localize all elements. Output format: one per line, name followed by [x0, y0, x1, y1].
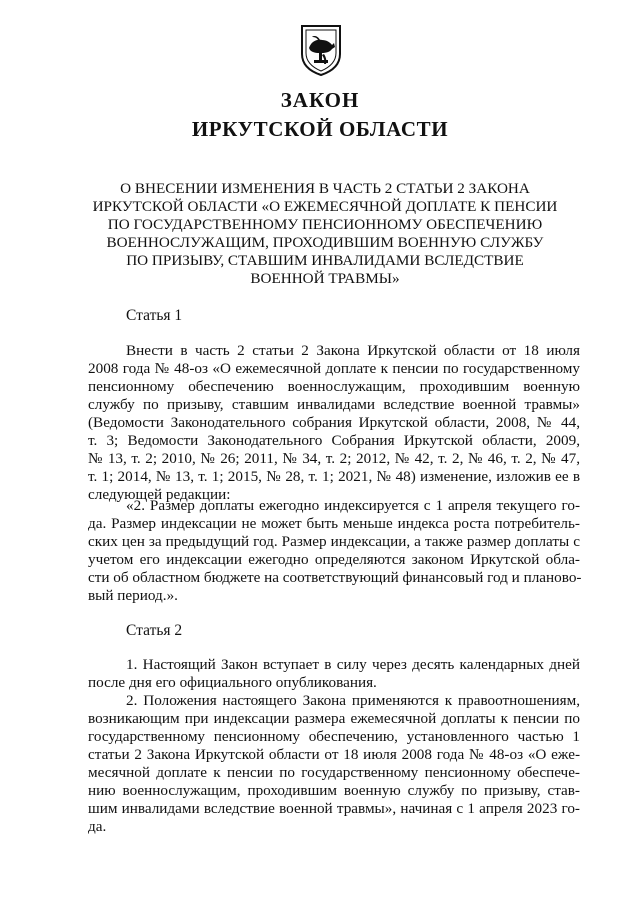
text-line: 1. Настоящий Закон вступает в силу через десять календарных дней: [126, 656, 580, 673]
article-1-heading: Статья 1: [126, 307, 183, 324]
text-line: вый период.».: [88, 587, 178, 604]
subject-line: ИРКУТСКОЙ ОБЛАСТИ «О ЕЖЕМЕСЯЧНОЙ ДОПЛАТЕ К ПЕНСИИ: [92, 198, 558, 215]
subject-line: ВОЕННОЙ ТРАВМЫ»: [250, 270, 400, 287]
article-1-paragraph-1: [88, 342, 580, 504]
text-line: возникающим при индексации размера ежемесячной доплаты к пенсии по: [88, 710, 580, 727]
article-2-paragraph-1: [88, 656, 580, 692]
subject-line: ПО ПРИЗЫВУ, СТАВШИМ ИНВАЛИДАМИ ВСЛЕДСТВИЕ: [126, 252, 524, 269]
coat-of-arms-icon: [300, 24, 342, 76]
text-line: № 13, т. 2; 2010, № 26; 2011, № 34, т. 2; 2012, № 42, т. 2, № 46, т. 2, № 47,: [88, 450, 580, 467]
text-line: учетом его индексации ежегодно определяются законом Иркутской обла-: [88, 551, 580, 568]
text-line: нию военнослужащим, проходившим военную службу по призыву, став-: [88, 782, 580, 799]
text-line: после дня его официального опубликования.: [88, 674, 377, 691]
law-region: ИРКУТСКОЙ ОБЛАСТИ: [191, 117, 449, 141]
subject-line: О ВНЕСЕНИИ ИЗМЕНЕНИЯ В ЧАСТЬ 2 СТАТЬИ 2 ЗАКОНА: [120, 180, 530, 197]
text-line: т. 1; 2014, № 13, т. 1; 2015, № 28, т. 1; 2021, № 48) изменение, изложив ее в: [88, 468, 580, 485]
text-line: пенсионному обеспечению военнослужащим, проходившим военную: [88, 378, 580, 395]
text-line: (Ведомости Законодательного собрания Иркутской области, 2008, № 44,: [88, 414, 580, 431]
text-line: ских цен за предыдущий год. Размер индексации, а также размер доплаты с: [88, 533, 580, 550]
text-line: следующей редакции:: [88, 486, 231, 503]
text-line: Внести в часть 2 статьи 2 Закона Иркутской области от 18 июля: [126, 342, 580, 359]
article-1-paragraph-2: [88, 497, 580, 605]
text-line: сти об областном бюджете на соответствующий финансовый год и планово-: [88, 569, 582, 586]
text-line: месячной доплате к пенсии по государственному пенсионному обеспече-: [88, 764, 580, 781]
text-line: 2008 года № 48-оз «О ежемесячной доплате к пенсии по государственному: [88, 360, 580, 377]
subject-line: ПО ГОСУДАРСТВЕННОМУ ПЕНСИОННОМУ ОБЕСПЕЧЕНИЮ: [107, 216, 543, 233]
text-line: статьи 2 Закона Иркутской области от 18 июля 2008 года № 48-оз «О еже-: [88, 746, 580, 763]
text-line: т. 3; Ведомости Законодательного Собрания Иркутской области, 2009,: [88, 432, 580, 449]
text-line: службу по призыву, ставшим инвалидами вследствие военной травмы»: [88, 396, 580, 413]
article-2-paragraph-2: [88, 692, 580, 836]
text-line: да. Размер индексации не может быть меньше индекса роста потребитель-: [88, 515, 580, 532]
text-line: «2. Размер доплаты ежегодно индексируется с 1 апреля текущего го-: [126, 497, 580, 514]
text-line: 2. Положения настоящего Закона применяются к правоотношениям,: [126, 692, 580, 709]
article-2-heading: Статья 2: [126, 622, 183, 639]
subject-line: ВОЕННОСЛУЖАЩИМ, ПРОХОДИВШИМ ВОЕННУЮ СЛУЖБУ: [106, 234, 544, 251]
law-subject: [80, 180, 570, 288]
text-line: да.: [88, 818, 107, 835]
law-title: ЗАКОН: [280, 88, 360, 112]
text-line: государственному пенсионному обеспечению, установленного частью 1: [88, 728, 580, 745]
text-line: шим инвалидами вследствие военной травмы», начиная с 1 апреля 2023 го-: [88, 800, 580, 817]
